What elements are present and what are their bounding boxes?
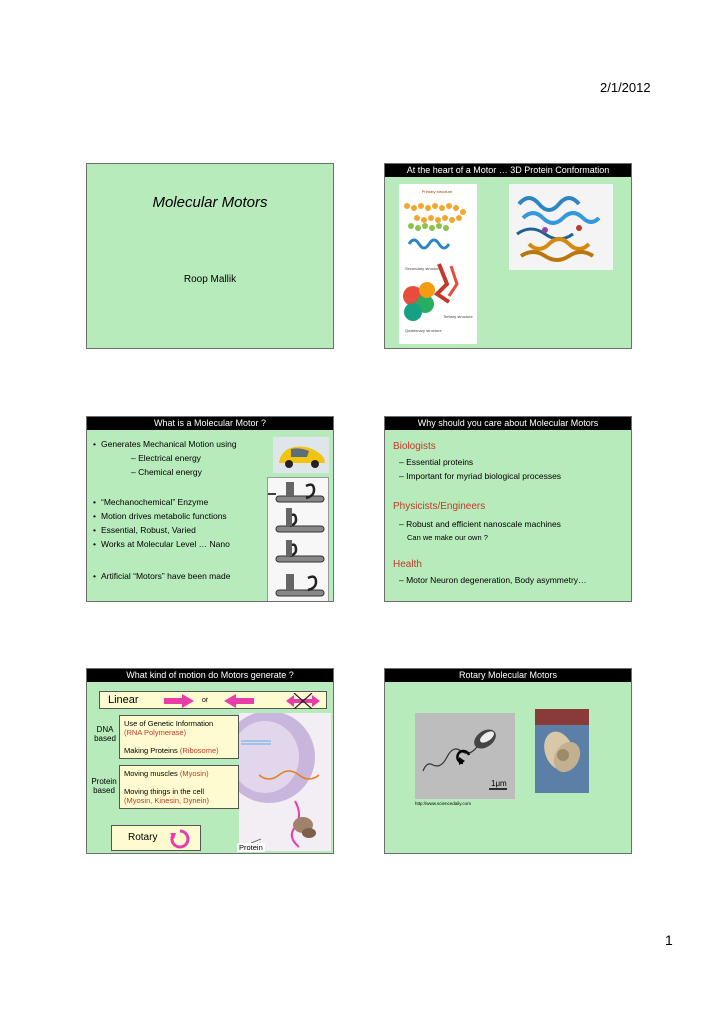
bullet-item: • “Mechanochemical” Enzyme xyxy=(101,497,208,507)
cell-protein-synthesis-illustration xyxy=(239,713,331,851)
protein-line: Moving things in the cell xyxy=(124,787,205,796)
or-label: or xyxy=(202,697,209,704)
tertiary-structure-label: Tertiary structure xyxy=(443,314,473,319)
cell-diagram-image xyxy=(239,713,331,851)
protein-3d-image xyxy=(509,184,613,270)
protein-tag: Protein xyxy=(239,843,263,852)
ship-propeller-illustration xyxy=(535,709,589,793)
secondary-structure-label: Secondary structure xyxy=(405,266,441,271)
kinesin-walking-illustration xyxy=(268,478,328,602)
bullet-item: • Motion drives metabolic functions xyxy=(101,511,227,521)
bullet-item: • Essential, Robust, Varied xyxy=(101,525,196,535)
protein-line: (Myosin, Kinesin, Dynein) xyxy=(124,796,210,805)
dna-line-text: Making Proteins xyxy=(124,746,178,755)
dna-line xyxy=(124,746,219,755)
header-date: 2/1/2012 xyxy=(600,80,651,95)
protein-box xyxy=(119,765,239,809)
slide-heading: At the heart of a Motor … 3D Protein Conformation xyxy=(385,164,631,177)
protein-based-label: Protein based xyxy=(91,777,117,795)
dna-based-label: DNA based xyxy=(94,725,116,743)
slide-heading: What kind of motion do Motors generate ? xyxy=(87,669,333,682)
slide-what-is-motor xyxy=(86,416,334,602)
health-heading: Health xyxy=(393,559,422,570)
slide-heading: Rotary Molecular Motors xyxy=(385,669,631,682)
health-item: – Motor Neuron degeneration, Body asymmetry… xyxy=(399,575,587,585)
protein-line-highlight: (Myosin) xyxy=(179,769,209,778)
linear-box xyxy=(99,691,327,709)
dna-line: Use of Genetic Information xyxy=(124,719,214,728)
linear-label: Linear xyxy=(108,694,139,706)
quaternary-structure-label: Quaternary structure xyxy=(405,328,442,333)
bullet-item: • Generates Mechanical Motion using xyxy=(101,439,237,449)
sub-item: – Chemical energy xyxy=(131,467,202,477)
rotary-box xyxy=(111,825,201,851)
slide-why-care xyxy=(384,416,632,602)
slide-title-text: Molecular Motors xyxy=(152,194,268,211)
dna-box xyxy=(119,715,239,759)
scale-bar-label: 1μm xyxy=(491,779,507,788)
protein-structure-image xyxy=(399,184,477,344)
motor-sequence-image xyxy=(267,477,329,602)
arrow-right-icon xyxy=(164,694,194,708)
protein-structure-illustration xyxy=(399,184,477,344)
biologists-heading: Biologists xyxy=(393,441,436,452)
slide-kinds-of-motion xyxy=(86,668,334,854)
sub-item: – Electrical energy xyxy=(131,453,201,463)
rotary-arrow-icon xyxy=(170,829,190,849)
image-credit: http://www.sciencedaily.com xyxy=(415,801,471,806)
slide-heading: Why should you care about Molecular Motors xyxy=(385,417,631,430)
protein-line-text: Moving muscles xyxy=(124,769,178,778)
physicists-heading: Physicists/Engineers xyxy=(393,501,486,512)
dna-line: (RNA Polymerase) xyxy=(124,728,187,737)
protein-line xyxy=(124,769,209,778)
bio-item: – Important for myriad biological processes xyxy=(399,471,562,481)
propeller-image xyxy=(535,709,589,793)
arrow-left-icon xyxy=(224,694,254,708)
slide-author: Roop Mallik xyxy=(183,274,237,285)
phys-item: – Robust and efficient nanoscale machines xyxy=(399,519,561,529)
bullet-item: • Works at Molecular Level … Nano xyxy=(101,539,230,549)
bidirectional-arrow-crossed-icon xyxy=(286,693,320,709)
dna-line-highlight: (Ribosome) xyxy=(179,746,219,755)
bullet-item: • Artificial “Motors” have been made xyxy=(101,571,230,581)
car-image xyxy=(273,437,329,473)
flagellum-micrograph xyxy=(415,713,515,799)
slide-rotary-motors xyxy=(384,668,632,854)
protein-ribbon-illustration xyxy=(509,184,613,270)
rotary-label: Rotary xyxy=(128,832,158,843)
slide-protein-conformation xyxy=(384,163,632,349)
bio-item: – Essential proteins xyxy=(399,457,474,467)
slide-title xyxy=(86,163,334,349)
phys-subitem: Can we make our own ? xyxy=(407,533,488,542)
slide-heading: What is a Molecular Motor ? xyxy=(87,417,333,430)
car-illustration xyxy=(273,437,329,473)
page-number: 1 xyxy=(665,932,673,948)
primary-structure-label: Primary structure xyxy=(421,189,453,194)
